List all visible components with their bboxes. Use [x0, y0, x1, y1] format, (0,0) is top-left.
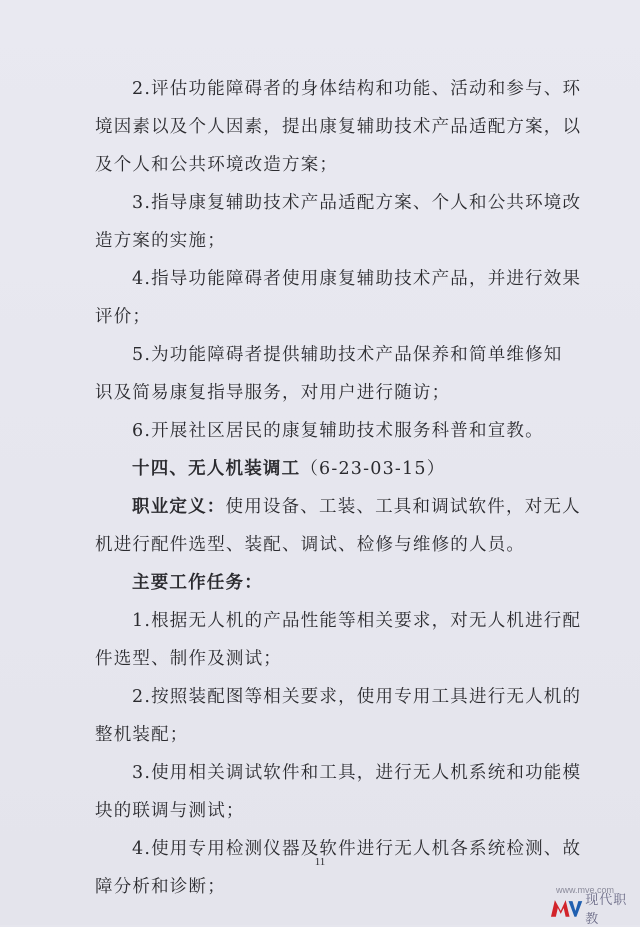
text-line: 评价； [95, 307, 152, 327]
task-line: 3.使用相关调试软件和工具，进行无人机系统和功能模 [132, 763, 582, 783]
task-line: 4.使用专用检测仪器及软件进行无人机各系统检测、故 [132, 839, 582, 859]
task-line: 块的联调与测试； [95, 801, 245, 821]
tasks-heading: 主要工作任务： [132, 573, 263, 593]
text-line: 6.开展社区居民的康复辅助技术服务科普和宣教。 [132, 421, 544, 441]
task-line: 1.根据无人机的产品性能等相关要求，对无人机进行配 [132, 611, 582, 631]
text-line: 4.指导功能障碍者使用康复辅助技术产品，并进行效果 [132, 269, 582, 289]
definition-label: 职业定义： [132, 497, 226, 517]
watermark-url: www.mve.com [556, 885, 615, 895]
text-line: 造方案的实施； [95, 231, 226, 251]
task-line: 障分析和诊断； [95, 877, 226, 897]
text-line: 境因素以及个人因素，提出康复辅助技术产品适配方案，以 [95, 117, 582, 137]
text-line: 3.指导康复辅助技术产品适配方案、个人和公共环境改 [132, 193, 582, 213]
text-line: 5.为功能障碍者提供辅助技术产品保养和简单维修知 [132, 345, 563, 365]
definition-text: 使用设备、工装、工具和调试软件，对无人 [225, 497, 581, 517]
task-line: 件选型、制作及测试； [95, 649, 282, 669]
text-line: 机进行配件选型、装配、调试、检修与维修的人员。 [95, 535, 526, 555]
section-heading [132, 455, 445, 480]
text-line: 及个人和公共环境改造方案； [95, 155, 339, 175]
definition-line [132, 493, 581, 518]
text-line: 识及简易康复指导服务，对用户进行随访； [95, 383, 451, 403]
task-line: 整机装配； [95, 725, 189, 745]
logo-text: 现代职教 [585, 893, 628, 927]
mve-logo-icon [550, 897, 583, 919]
task-line: 2.按照装配图等相关要求，使用专用工具进行无人机的 [132, 687, 582, 707]
text-line: 2.评估功能障碍者的身体结构和功能、活动和参与、环 [132, 79, 582, 99]
occupation-code: （6-23-03-15） [300, 459, 446, 479]
site-logo [550, 893, 640, 927]
page-number: 11 [314, 856, 326, 868]
section-title: 十四、无人机装调工 [132, 459, 301, 479]
